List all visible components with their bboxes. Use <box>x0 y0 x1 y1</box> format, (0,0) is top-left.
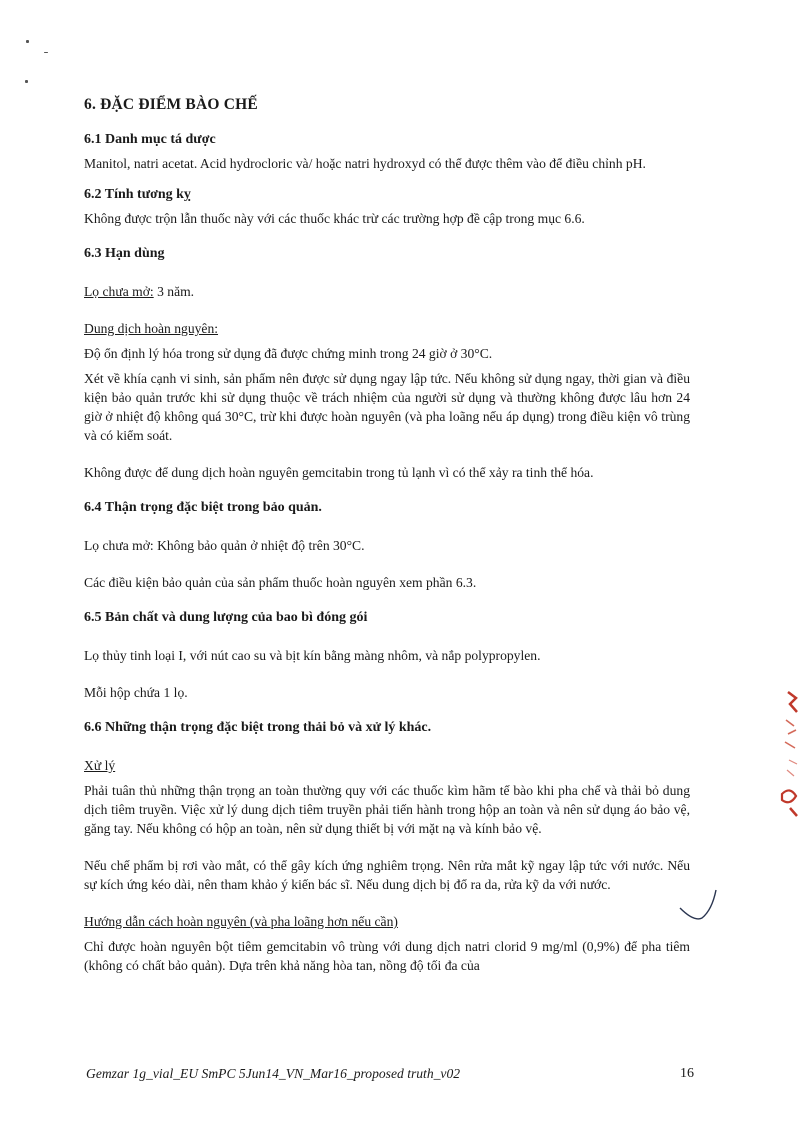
handling-paragraph-1: Phải tuân thủ những thận trọng an toàn thường quy với các thuốc kìm hãm tế bào khi pha chế và thải bỏ dung dịch tiêm truyền. Việc xử lý dung dịch tiêm truyền phải tiến hành trong hộp an toàn và nên sử dụng áo bảo vệ, găng tay. Nếu không có hộp an toàn, nên sử dụng thiết bị với mặt nạ và kính bảo vệ. <box>84 783 690 836</box>
shelf-life-unopened <box>84 282 690 301</box>
stamp-fragment-icon <box>776 690 798 820</box>
storage-paragraph-1: Lọ chưa mở: Không bảo quản ở nhiệt độ trên 30°C. <box>84 538 365 553</box>
subsection-6-2-text: Không được trộn lẫn thuốc này với các thuốc khác trừ các trường hợp đề cập trong mục 6.6. <box>84 211 585 226</box>
document-page <box>84 96 690 975</box>
scan-speck <box>25 80 28 83</box>
subsection-6-2-title: 6.2 Tính tương kỵ <box>84 187 191 202</box>
section-title: 6. ĐẶC ĐIỂM BÀO CHẾ <box>84 96 258 113</box>
handling-label: Xử lý <box>84 758 116 773</box>
shelf-life-unopened-label: Lọ chưa mở: <box>84 284 154 299</box>
shelf-life-paragraph-2: Xét về khía cạnh vi sinh, sản phẩm nên được sử dụng ngay lập tức. Nếu không sử dụng ngay, thời gian và điều kiện bảo quản trước khi sử dụng thuộc về trách nhiệm của người sử dụng và thường không được lâu hơn 24 giờ ở nhiệt độ không quá 30°C, trừ khi được hoàn nguyên (và pha loãng nếu áp dụng) trong điều kiện vô trùng và có kiểm soát. <box>84 371 690 443</box>
scan-speck <box>44 52 48 53</box>
subsection-6-4-title: 6.4 Thận trọng đặc biệt trong bảo quản. <box>84 500 322 515</box>
subsection-6-6-title: 6.6 Những thận trọng đặc biệt trong thải bỏ và xử lý khác. <box>84 720 432 735</box>
shelf-life-unopened-value: 3 năm. <box>153 284 195 299</box>
handling-paragraph-2: Nếu chế phẩm bị rơi vào mắt, có thể gây kích ứng nghiêm trọng. Nên rửa mắt kỹ ngay lập tức với nước. Nếu sự kích ứng kéo dài, nên tham khảo ý kiến bác sĩ. Nếu dung dịch bị đổ ra da, rửa kỹ da với nước. <box>84 858 690 892</box>
reconstitution-guide-label: Hướng dẫn cách hoàn nguyên (và pha loãng hơn nếu cần) <box>84 914 398 929</box>
container-paragraph-1: Lọ thủy tinh loại I, với nút cao su và bịt kín bằng màng nhôm, và nắp polypropylen. <box>84 648 541 663</box>
page-number: 16 <box>680 1066 694 1081</box>
shelf-life-paragraph-1: Độ ổn định lý hóa trong sử dụng đã được chứng minh trong 24 giờ ở 30°C. <box>84 346 493 361</box>
reconstituted-solution-label: Dung dịch hoàn nguyên: <box>84 321 219 336</box>
subsection-6-1-title: 6.1 Danh mục tá dược <box>84 132 216 147</box>
page-footer <box>86 1066 694 1082</box>
scan-speck <box>26 40 29 43</box>
container-paragraph-2: Mỗi hộp chứa 1 lọ. <box>84 685 188 700</box>
subsection-6-1-text: Manitol, natri acetat. Acid hydrocloric và/ hoặc natri hydroxyd có thể được thêm vào để điều chỉnh pH. <box>84 156 646 171</box>
subsection-6-5-title: 6.5 Bản chất và dung lượng của bao bì đóng gói <box>84 610 368 625</box>
footer-document-id: Gemzar 1g_vial_EU SmPC 5Jun14_VN_Mar16_proposed truth_v02 <box>86 1066 461 1081</box>
reconstitution-paragraph: Chỉ được hoàn nguyên bột tiêm gemcitabin vô trùng với dung dịch natri clorid 9 mg/ml (0,9%) để pha tiêm (không có chất bảo quản). Dựa trên khả năng hòa tan, nồng độ tối đa của <box>84 939 690 973</box>
subsection-6-3-title: 6.3 Hạn dùng <box>84 246 165 261</box>
storage-paragraph-2: Các điều kiện bảo quản của sản phẩm thuốc hoàn nguyên xem phần 6.3. <box>84 575 477 590</box>
shelf-life-paragraph-3: Không được để dung dịch hoàn nguyên gemcitabin trong tủ lạnh vì có thể xảy ra tinh thể hóa. <box>84 465 594 480</box>
